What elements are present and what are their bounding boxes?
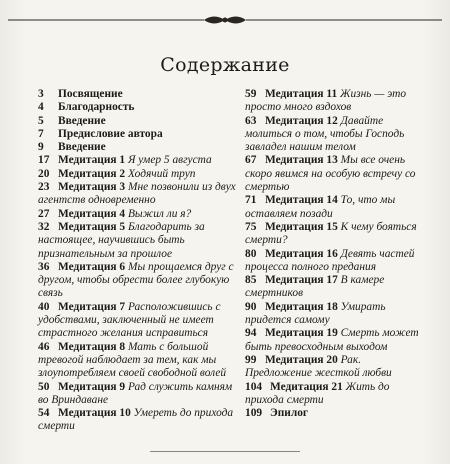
toc-page-number: 75	[245, 220, 257, 233]
toc-entry-label: Посвящение	[58, 88, 123, 100]
toc-entry-title: Мы все очень скоро явимся на особую встречу со смертью	[245, 154, 416, 194]
toc-entry-title: Мать с большой тревогой наблюдает за тем, как мы злоупотребляем своей свободной волей	[38, 340, 227, 380]
toc-page-number: 90	[245, 300, 257, 313]
toc-page-number: 4	[38, 101, 44, 114]
toc-page-number: 23	[38, 181, 50, 194]
toc-page-number: 5	[38, 114, 44, 127]
toc-page-number: 104	[245, 380, 263, 393]
toc-page-number: 17	[38, 154, 50, 167]
toc-entry-label: Медитация 10	[58, 407, 131, 420]
toc-entry-title: Мы прощаемся друг с другом, чтобы обрести более глубокую связь	[38, 260, 234, 300]
toc-entry-label: Введение	[58, 141, 106, 154]
toc-entry	[245, 354, 423, 381]
toc-entry	[38, 407, 243, 434]
toc-entry	[245, 88, 423, 115]
toc-entry	[38, 154, 243, 167]
bottom-rule	[150, 451, 300, 452]
header-ornament	[8, 13, 442, 27]
toc-page-number: 3	[38, 88, 44, 100]
toc-entry-label: Предисловие автора	[58, 127, 163, 140]
toc-entry	[38, 168, 243, 181]
toc-entry-label: Медитация 12	[265, 114, 338, 127]
toc-entry	[38, 115, 243, 128]
toc-entry-title: Умереть до прихода смерти	[38, 407, 234, 433]
toc-entry-title: К чему бояться смерти?	[245, 220, 417, 247]
toc-entry-label: Медитация 8	[58, 340, 126, 353]
toc-entry-title: Жить до прихода смерти	[245, 380, 390, 406]
toc-entry-label: Медитация 13	[265, 154, 338, 167]
toc-entry-title: Рад служить камням во Вриндаване	[38, 380, 233, 406]
toc-page-number: 50	[38, 380, 50, 393]
toc-entry	[38, 88, 243, 101]
toc-page-number: 99	[245, 353, 257, 366]
toc-entry	[245, 407, 423, 420]
toc-page-number: 20	[38, 167, 50, 180]
toc-page-number: 9	[38, 141, 44, 154]
toc-entry-title: Ходячий труп	[127, 167, 196, 180]
toc-entry-title: В камере смертников	[245, 274, 385, 300]
toc-entry	[38, 128, 243, 141]
toc-entry	[245, 274, 423, 301]
toc-page-number: 94	[245, 327, 257, 340]
toc-page-number: 46	[38, 340, 50, 353]
toc-entry-label: Медитация 18	[265, 300, 338, 313]
toc-entry-title: Смерть может быть превосходным выходом	[245, 327, 419, 353]
toc-entry	[38, 381, 243, 408]
toc-page-number: 36	[38, 260, 50, 273]
toc-page-number: 40	[38, 300, 50, 313]
toc-entry-label: Медитация 11	[265, 88, 338, 100]
toc-entry-title: Жизнь — это просто много вздохов	[245, 88, 407, 114]
toc-page-number: 109	[245, 407, 263, 420]
toc-entry-label: Медитация 2	[58, 167, 126, 180]
toc-right-column	[245, 88, 423, 420]
toc-entry-title: Давайте молиться о том, чтобы Господь завладел нашим телом	[245, 114, 405, 154]
toc-entry-label: Медитация 9	[58, 380, 126, 393]
toc-page-number: 80	[245, 247, 257, 260]
toc-entry	[245, 381, 423, 408]
toc-page-number: 71	[245, 194, 257, 207]
toc-entry-label: Медитация 17	[265, 274, 338, 287]
toc-entry	[245, 301, 423, 328]
toc-entry	[38, 208, 243, 221]
toc-entry-title: Девять частей процесса полного предания	[245, 247, 415, 273]
toc-entry-label: Медитация 20	[265, 353, 338, 366]
toc-entry	[245, 115, 423, 155]
toc-entry	[38, 101, 243, 114]
toc-entry	[38, 301, 243, 341]
toc-entry-title: Расположившись с удобствами, заключенный не имеет страстного желания исправиться	[38, 300, 221, 340]
toc-page-number: 27	[38, 207, 50, 220]
toc-entry-label: Медитация 16	[265, 247, 338, 260]
toc-entry	[38, 261, 243, 301]
toc-entry-label: Медитация 4	[58, 207, 126, 220]
toc-entry	[38, 341, 243, 381]
toc-entry-label: Медитация 15	[265, 220, 338, 233]
toc-entry-label: Медитация 1	[58, 154, 126, 167]
toc-entry-label: Благодарность	[58, 101, 135, 114]
toc-page-number: 32	[38, 220, 50, 233]
toc-entry	[245, 327, 423, 354]
toc-entry-label: Медитация 14	[265, 194, 338, 207]
toc-entry-title: Благодарить за настоящее, научившись быть признательным за прошлое	[38, 220, 205, 260]
toc-entry-label: Медитация 3	[58, 181, 126, 194]
toc-entry	[245, 248, 423, 275]
toc-entry-label: Медитация 7	[58, 300, 126, 313]
toc-entry-title: Рак. Предложение жесткой любви	[245, 353, 392, 380]
toc-entry-title: Мне позвонили из двух агентств одновременно	[38, 181, 236, 207]
toc-entry	[38, 221, 243, 261]
toc-entry	[245, 221, 423, 248]
toc-page-number: 67	[245, 154, 257, 167]
toc-entry-label: Медитация 19	[265, 327, 338, 340]
toc-entry	[38, 181, 243, 208]
toc-entry	[245, 194, 423, 221]
toc-entry-label: Эпилог	[270, 407, 309, 420]
toc-entry-label: Медитация 21	[270, 380, 343, 393]
toc-entry-title: Умирать придется самому	[245, 300, 386, 327]
toc-page-number: 59	[245, 88, 257, 100]
toc-page-number: 7	[38, 127, 44, 140]
toc-entry	[38, 141, 243, 154]
toc-entry	[245, 154, 423, 194]
toc-entry-title: Я умер 5 августа	[127, 154, 212, 167]
toc-entry-label: Медитация 5	[58, 220, 126, 233]
page-title: Содержание	[160, 54, 290, 76]
toc-left-column	[38, 88, 243, 434]
toc-page-number: 85	[245, 274, 257, 287]
toc-entry-title: То, что мы оставляем позади	[245, 194, 396, 220]
toc-page-number: 54	[38, 407, 50, 420]
toc-entry-label: Введение	[58, 114, 106, 127]
toc-entry-title: Выжил ли я?	[127, 207, 192, 220]
toc-page-number: 63	[245, 114, 257, 127]
toc-entry-label: Медитация 6	[58, 260, 126, 273]
